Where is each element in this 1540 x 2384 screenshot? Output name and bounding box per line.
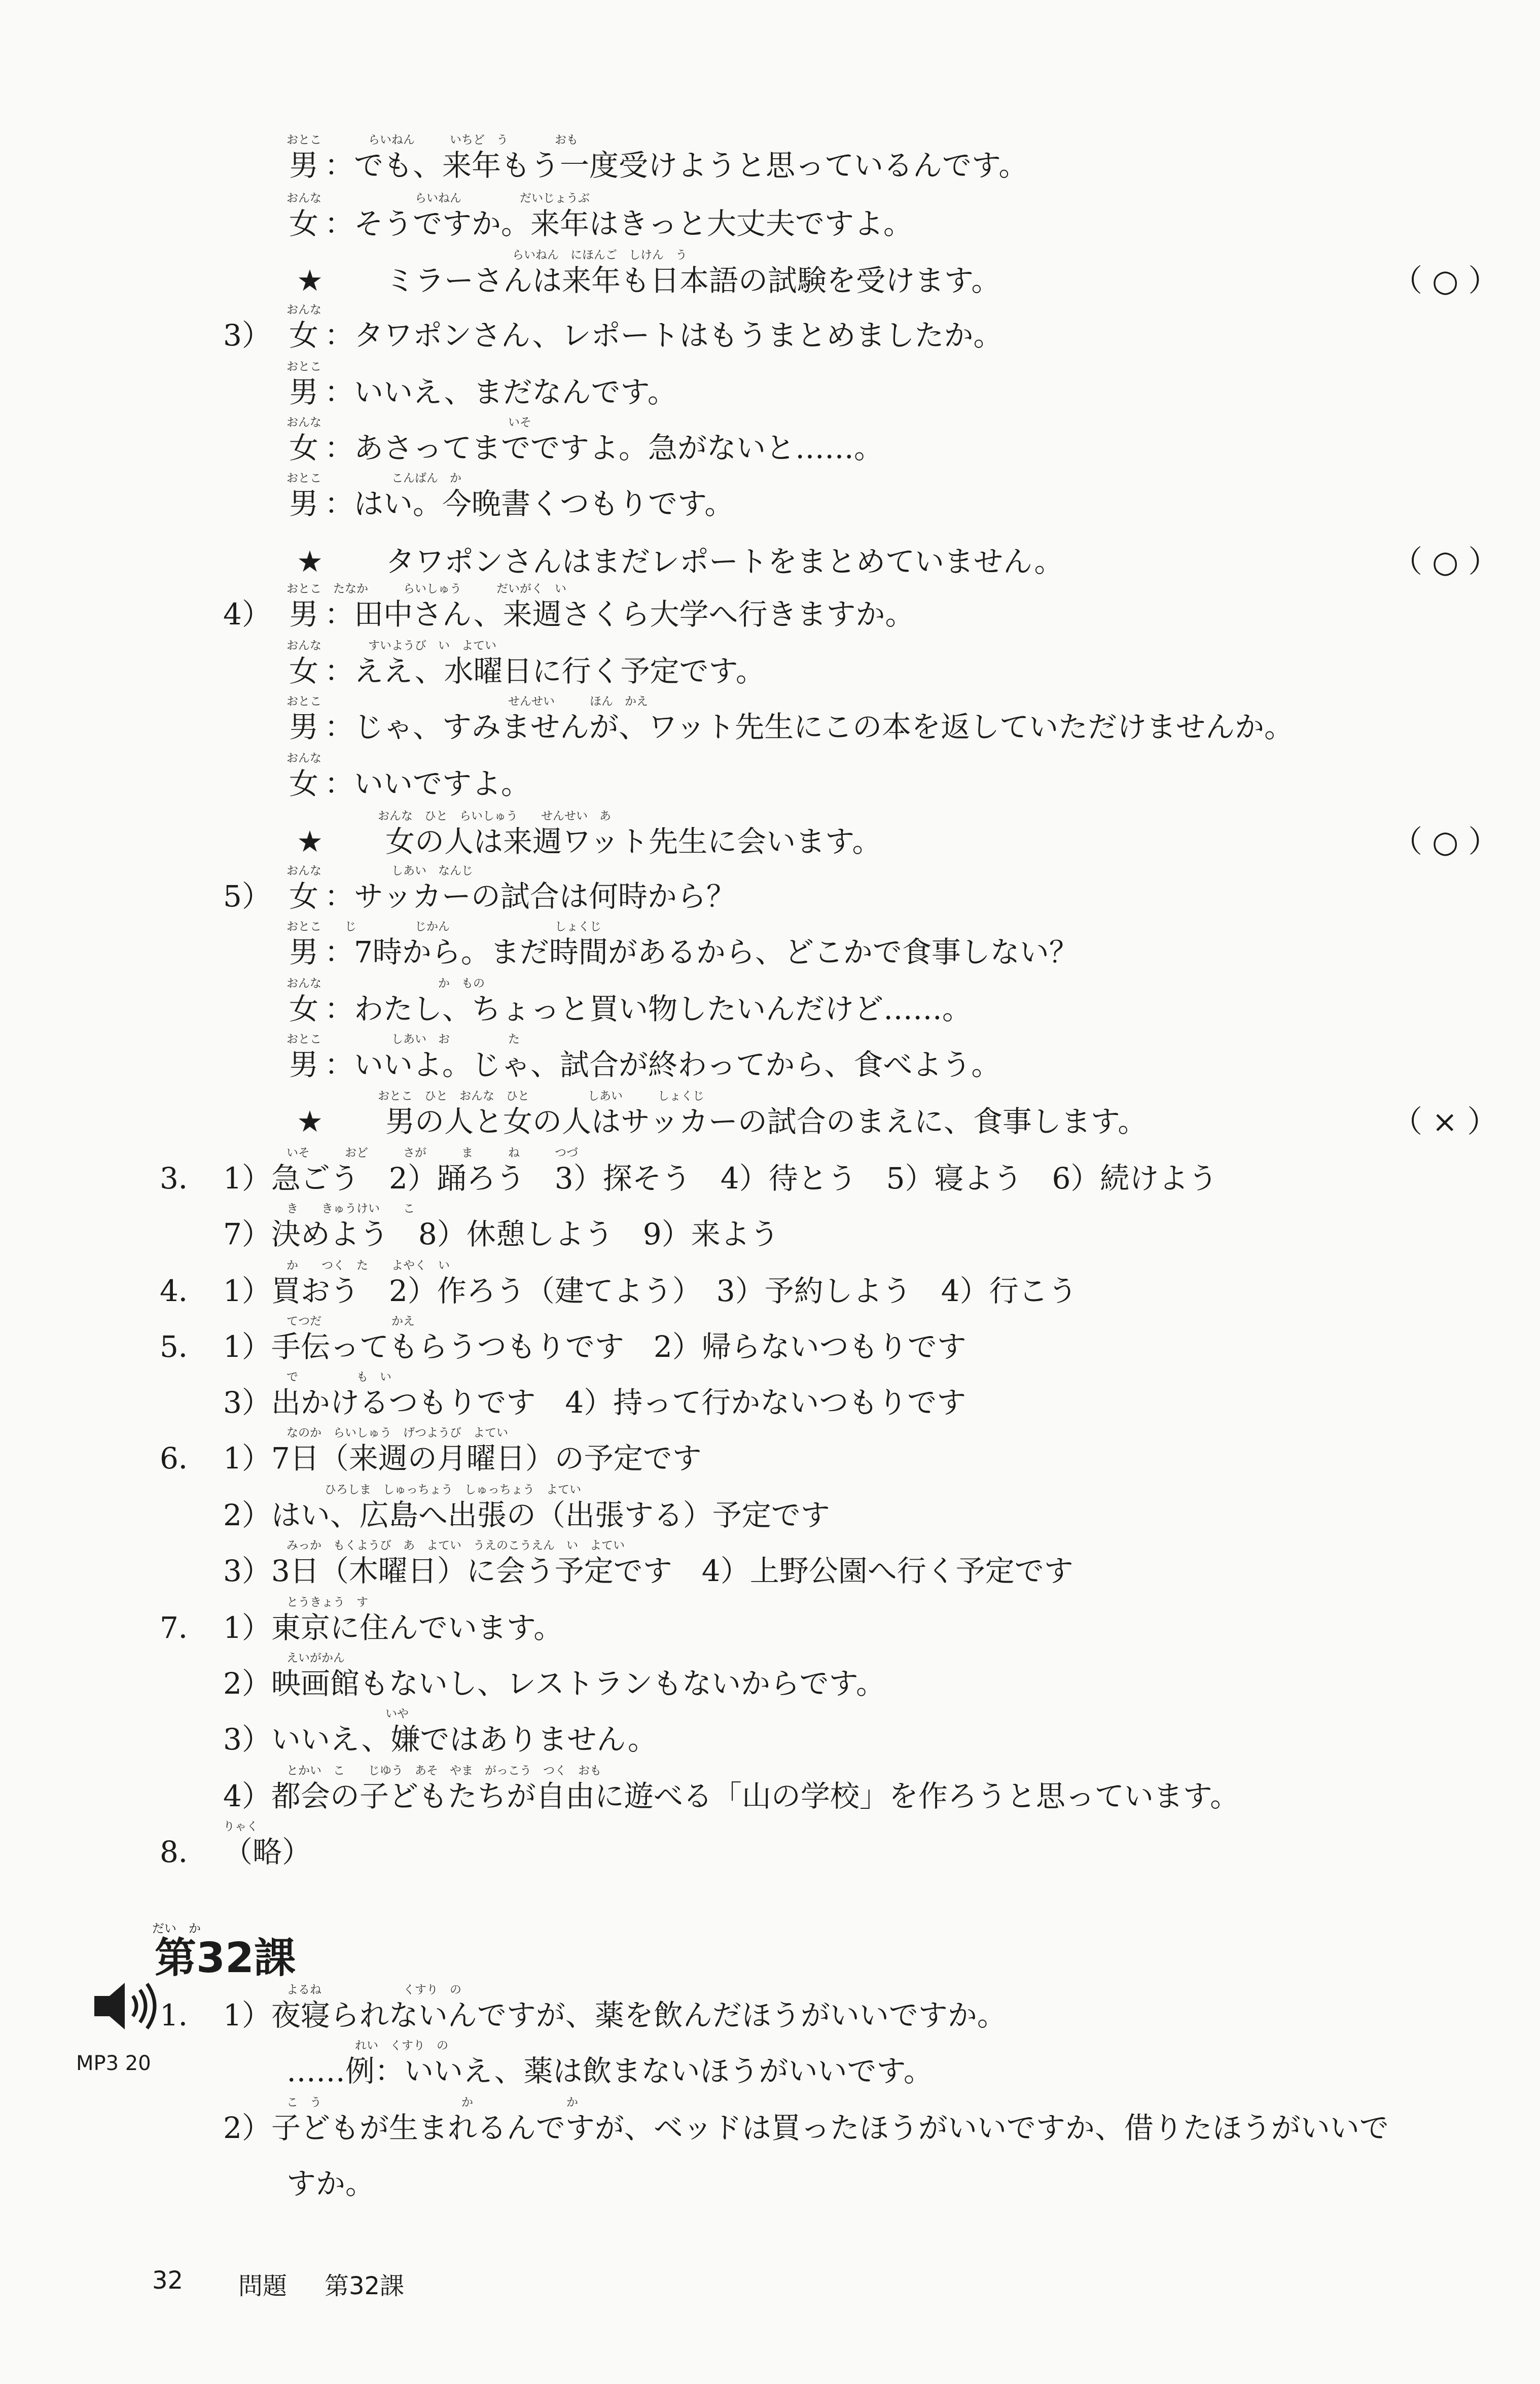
furigana: おとこ せんせい ほん かえ <box>286 695 648 708</box>
item-number: 3） <box>223 318 271 353</box>
dialogue-line: ：いいよ。じゃ、試合が終わってから、食べよう。 <box>325 1047 1001 1082</box>
dialogue-line: ：いいですよ。 <box>325 766 531 801</box>
speaker-label: 男 <box>289 486 319 521</box>
speaker-label: 女 <box>289 879 319 914</box>
dialogue-line: ：はい。今晩書くつもりです。 <box>325 486 734 521</box>
dialogue-line: ：あさってまでですよ。急がないと……。 <box>325 431 884 465</box>
exercise-number: 7． <box>160 1610 208 1645</box>
speaker-label: 男 <box>289 375 319 409</box>
statement-star: ★ <box>297 1104 323 1139</box>
speaker-label: 女 <box>289 318 319 353</box>
speaker-label: 女 <box>289 766 319 801</box>
furigana: おとこ こんばん か <box>286 472 461 485</box>
dialogue-line: ：タワポンさん、レポートはもうまとめましたか。 <box>325 318 1003 353</box>
answer-line: 1）7日（来週の月曜日）の予定です <box>223 1441 702 1476</box>
lesson-title: 第32課 <box>155 1934 296 1982</box>
question-line: 2）子どもが生まれるんですが、ベッドは買ったほうがいいですか、借りたほうがいいで <box>223 2111 1389 2145</box>
furigana: えいがかん <box>286 1652 345 1665</box>
furigana: おとこ ひと おんな ひと しあい しょくじ <box>378 1090 704 1103</box>
speaker-label: 男 <box>289 710 319 744</box>
furigana: おんな いそ <box>286 416 531 429</box>
statement-star: ★ <box>297 544 323 579</box>
furigana: か つく た よやく い <box>286 1259 450 1272</box>
speaker-label: 男 <box>289 597 319 632</box>
furigana: なのか らいしゅう げつようび よてい <box>286 1426 508 1440</box>
speaker-label: 女 <box>289 431 319 465</box>
furigana: おんな すいようび い よてい <box>286 639 496 652</box>
furigana: おんな <box>286 303 321 317</box>
answer-judgement: （ × ） <box>1392 1104 1498 1140</box>
item-number: 4） <box>223 597 271 632</box>
furigana: おんな らいねん だいじょうぶ <box>286 192 590 205</box>
statement-star: ★ <box>297 263 323 298</box>
furigana: おとこ <box>286 360 321 373</box>
footer-lesson: 第32課 <box>325 2272 405 2300</box>
furigana: で も い <box>286 1371 391 1384</box>
answer-line: 7）決めよう 8）休憩しよう 9）来よう <box>223 1217 779 1251</box>
furigana: おとこ らいねん いちど う おも <box>286 133 578 147</box>
speaker-label: 女 <box>289 206 319 241</box>
furigana: とうきょう す <box>286 1596 368 1609</box>
lesson-title-furigana: だい か <box>152 1921 201 1936</box>
furigana: おんな ひと らいしゅう せんせい あ <box>378 810 611 823</box>
furigana: よるね くすり の <box>286 1983 461 1996</box>
answer-line: 3）3日（木曜日）に会う予定です 4）上野公園へ行く予定です <box>223 1554 1073 1588</box>
dialogue-line: ：田中さん、来週さくら大学へ行きますか。 <box>325 597 915 632</box>
dialogue-line: ：じゃ、すみませんが、ワット先生にこの本を返していただけませんか。 <box>325 710 1294 744</box>
dialogue-line: ：7時から。まだ時間があるから、どこかで食事しない？ <box>325 935 1079 969</box>
statement-text: 男の人と女の人はサッカーの試合のまえに、食事します。 <box>385 1104 1148 1139</box>
exercise-number: 8． <box>160 1835 208 1869</box>
example-answer: ……例：いいえ、薬は飲まないほうがいいです。 <box>286 2054 933 2088</box>
question-line: 1）夜寝られないんですが、薬を飲んだほうがいいですか。 <box>223 1998 1007 2032</box>
furigana: おんな か もの <box>286 977 485 990</box>
furigana: れい くすり の <box>355 2039 448 2052</box>
furigana: おとこ じ じかん しょくじ <box>286 920 601 933</box>
speaker-label: 男 <box>289 1047 319 1082</box>
audio-track-label: MP3 20 <box>76 2052 151 2075</box>
furigana: らいねん にほんご しけん う <box>512 249 687 262</box>
furigana: おんな <box>286 752 321 765</box>
speaker-icon <box>90 1976 161 2037</box>
dialogue-line: ：いいえ、まだなんです。 <box>325 375 677 409</box>
furigana: てつだ かえ <box>286 1315 415 1328</box>
furigana: き きゅうけい こ <box>286 1202 415 1215</box>
question-line-continued: すか。 <box>286 2166 375 2201</box>
dialogue-line: ：そうですか。来年はきっと大丈夫ですよ。 <box>325 206 913 241</box>
speaker-label: 男 <box>289 148 319 183</box>
furigana: おんな しあい なんじ <box>286 864 473 878</box>
furigana: とかい こ じゆう あそ やま がっこう つく おも <box>286 1764 601 1777</box>
furigana: ひろしま しゅっちょう しゅっちょう よてい <box>325 1483 581 1496</box>
answer-judgement: （ ○ ） <box>1392 824 1499 860</box>
speaker-label: 女 <box>289 992 319 1026</box>
dialogue-line: ：でも、来年もう一度受けようと思っているんです。 <box>325 148 1028 183</box>
answer-line: 1）手伝ってもらうつもりです 2）帰らないつもりです <box>223 1329 966 1364</box>
answer-line: 4）都会の子どもたちが自由に遊べる「山の学校」を作ろうと思っています。 <box>223 1779 1240 1813</box>
furigana: おとこ たなか らいしゅう だいがく い <box>286 582 566 595</box>
answer-line: 2）はい、広島へ出張の（出張する）予定です <box>223 1498 830 1532</box>
answer-judgement: （ ○ ） <box>1392 544 1499 580</box>
exercise-number: 5． <box>160 1329 208 1364</box>
exercise-number: 3． <box>160 1161 208 1196</box>
furigana: みっか もくようび あ よてい うえのこうえん い よてい <box>286 1539 625 1552</box>
speaker-label: 女 <box>289 654 319 688</box>
furigana: いそ おど さが ま ね つづ <box>286 1146 578 1160</box>
statement-text: ミラーさんは来年も日本語の試験を受けます。 <box>385 263 1001 298</box>
answer-line: （略） <box>223 1835 312 1869</box>
furigana: おとこ しあい お た <box>286 1033 520 1046</box>
dialogue-line: ：わたし、ちょっと買い物したいんだけど……。 <box>325 992 972 1026</box>
dialogue-line: ：ええ、水曜日に行く予定です。 <box>325 654 765 688</box>
statement-text: タワポンさんはまだレポートをまとめていません。 <box>385 544 1064 579</box>
answer-line: 3）いいえ、嫌ではありません。 <box>223 1722 657 1757</box>
exercise-number: 1． <box>160 1998 208 2032</box>
speaker-label: 男 <box>289 935 319 969</box>
answer-line: 1）東京に住んでいます。 <box>223 1610 563 1645</box>
statement-star: ★ <box>297 824 323 859</box>
furigana: いや <box>385 1707 409 1721</box>
exercise-number: 4． <box>160 1274 208 1308</box>
answer-judgement: （ ○ ） <box>1392 263 1499 299</box>
answer-line: 1）買おう 2）作ろう（建てよう） 3）予約しよう 4）行こう <box>223 1274 1078 1308</box>
answer-line: 1）急ごう 2）踊ろう 3）探そう 4）待とう 5）寝よう 6）続けよう <box>223 1161 1218 1196</box>
answer-line: 2）映画館もないし、レストランもないからです。 <box>223 1666 885 1701</box>
page-number: 32 <box>152 2266 184 2295</box>
statement-text: 女の人は来週ワット先生に会います。 <box>385 824 882 859</box>
exercise-number: 6． <box>160 1441 208 1476</box>
footer-section: 問題 <box>238 2272 288 2300</box>
answer-line: 3）出かけるつもりです 4）持って行かないつもりです <box>223 1385 966 1420</box>
dialogue-line: ：サッカーの試合は何時から？ <box>325 879 736 914</box>
furigana: こ う か か <box>286 2096 578 2109</box>
item-number: 5） <box>223 879 271 914</box>
furigana: りゃく <box>223 1820 258 1833</box>
